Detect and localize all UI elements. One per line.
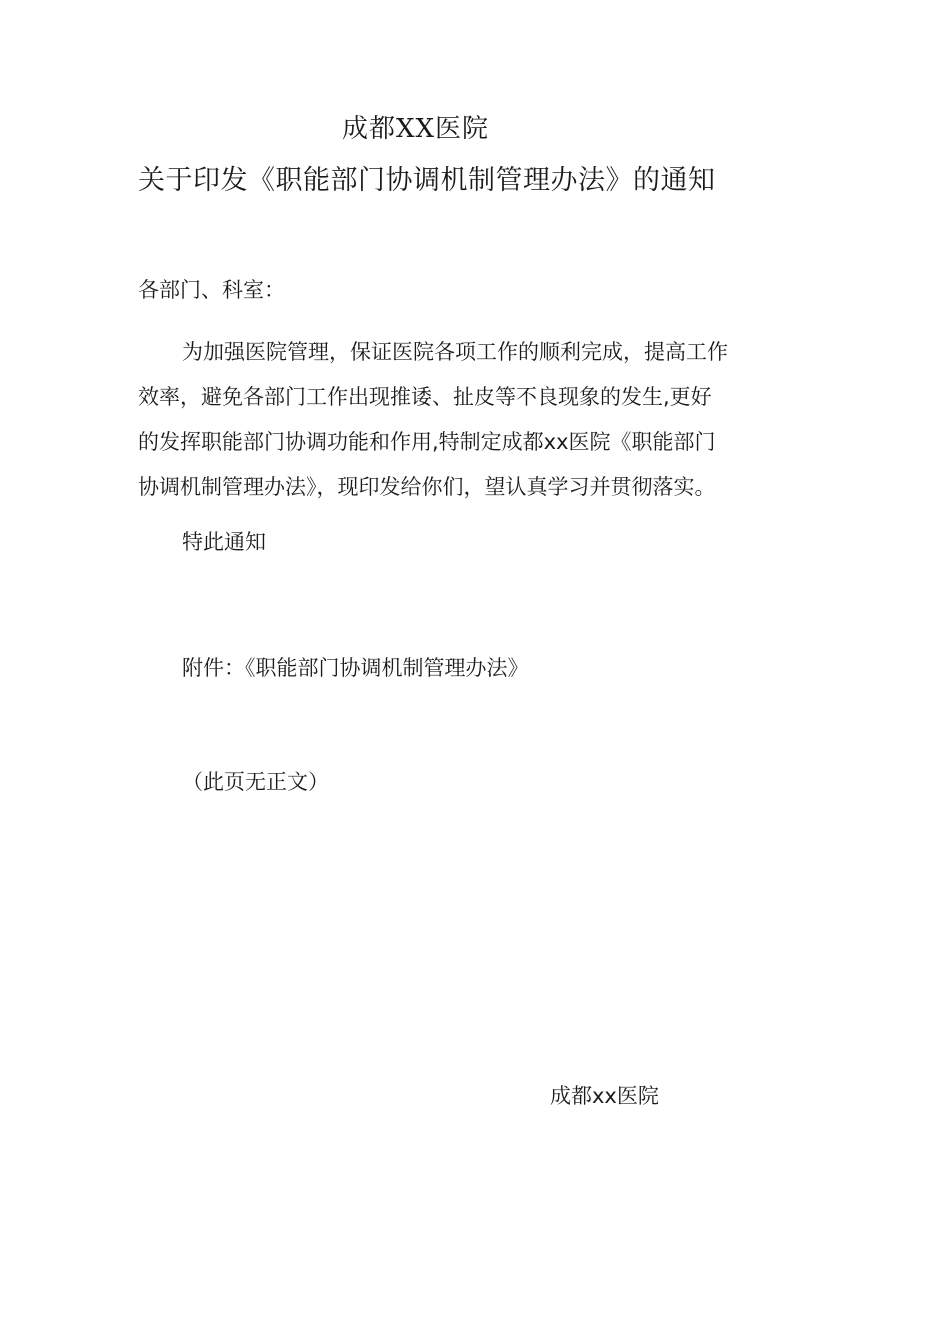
paragraph-line: 协调机制管理办法》，现印发给你们，望认真学习并贯彻落实。 <box>138 475 716 499</box>
paragraph-line: 的发挥职能部门协调功能和作用,特制定成都xx医院《职能部门 <box>138 430 716 454</box>
paragraph-line: 效率，避免各部门工作出现推诿、扯皮等不良现象的发生,更好 <box>138 385 712 409</box>
body-paragraph <box>138 330 798 510</box>
attachment-line: 附件：《职能部门协调机制管理办法》 <box>182 656 529 680</box>
issuer-signature: 成都xx医院 <box>550 1084 659 1108</box>
hospital-name-heading: 成都XX医院 <box>342 114 490 144</box>
no-body-note: （此页无正文） <box>182 770 329 794</box>
paragraph-line: 为加强医院管理，保证医院各项工作的顺利完成，提高工作 <box>182 340 728 364</box>
closing-phrase: 特此通知 <box>182 530 266 554</box>
notice-title: 关于印发《职能部门协调机制管理办法》的通知 <box>138 165 716 196</box>
salutation: 各部门、科室： <box>138 278 285 302</box>
